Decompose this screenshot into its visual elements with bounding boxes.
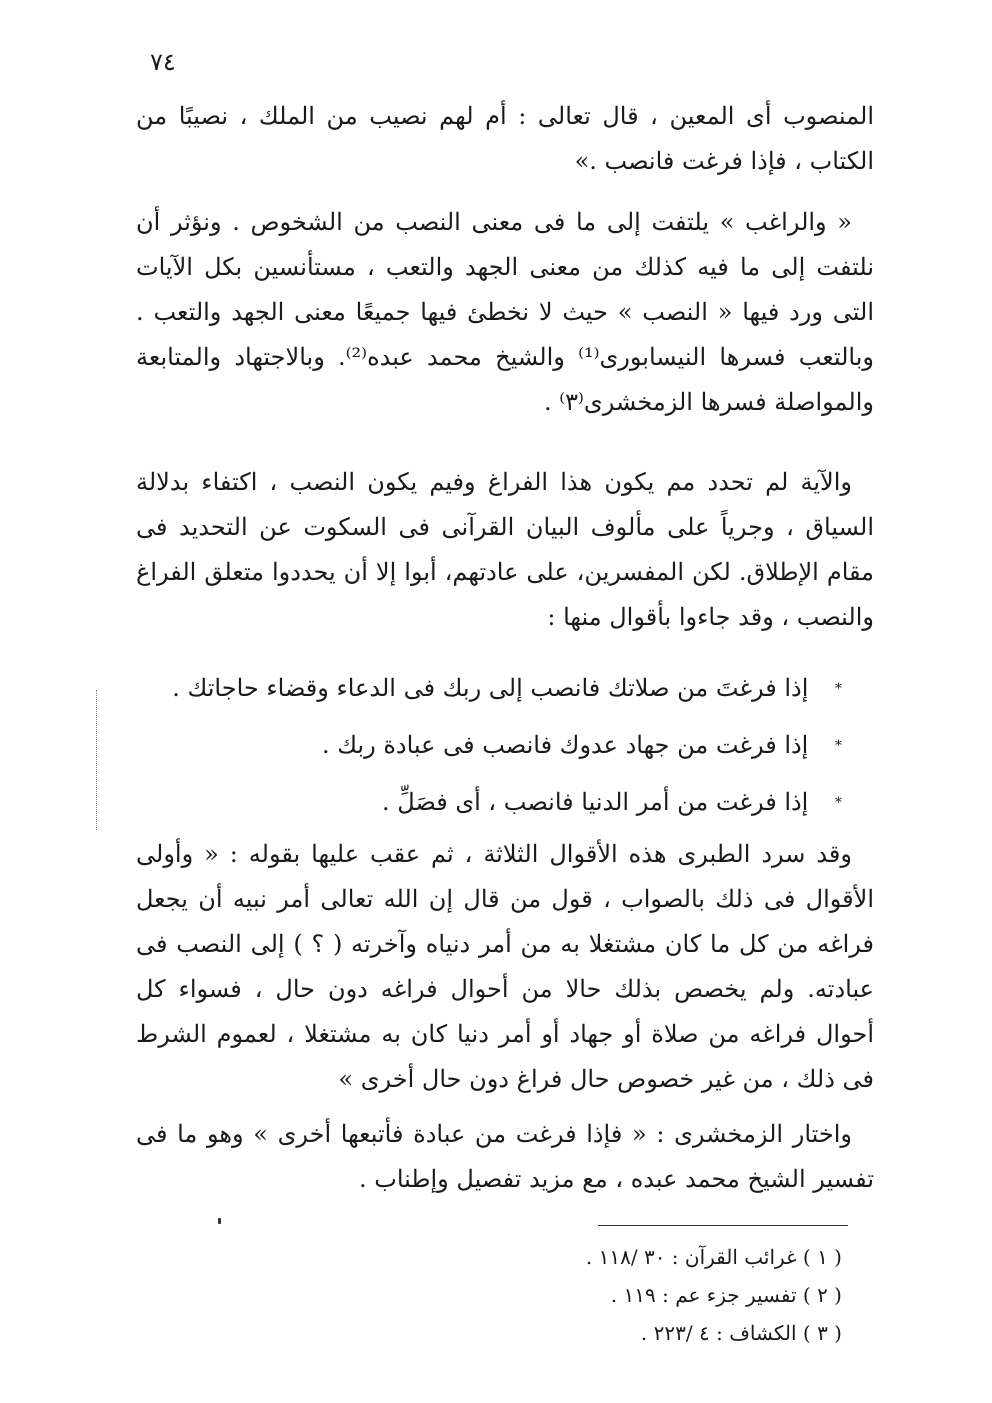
footnote-2: ( ٢ ) تفسير جزء عم : ١١٩ . [610, 1283, 842, 1307]
paragraph-text: المنصوب أى المعين ، قال تعالى : أم لهم نصيب من الملك ، نصيبًا من الكتاب ، فإذا فرغت فانصب .» [136, 102, 874, 175]
bullet-mark: * [835, 681, 842, 697]
footnote-1: ( ١ ) غرائب القرآن : ٣٠ /١١٨ . [585, 1245, 842, 1269]
list-item-text: إذا فرغتَ من صلاتك فانصب إلى ربك فى الدعاء وقضاء حاجاتك . [172, 674, 809, 702]
page-number: ٧٤ [150, 48, 176, 76]
bullet-mark: * [835, 795, 842, 811]
footnote-divider [598, 1225, 848, 1226]
paragraph-text: « والراغب » يلتفت إلى ما فى معنى النصب من الشخوص . ونؤثر أن نلتفت إلى ما فيه كذلك من معنى الجهد والتعب ، مستأنسين بكل الآيات التى ورد فيها « النصب » حيث لا نخطئ فيها جميعًا معنى الجهد والتعب . وبالتعب فسرها النيسابورى⁽¹⁾ والشيخ محمد عبده⁽²⁾. وبالاجتهاد والمتابعة والمواصلة فسرها الزمخشرى⁽٣⁾ . [136, 208, 874, 416]
footnote-3: ( ٣ ) الكشاف : ٤ /٢٢٣ . [640, 1321, 842, 1345]
footnotes [482, 1238, 842, 1352]
paragraph-text: واختار الزمخشرى : « فإذا فرغت من عبادة فأتبعها أخرى » وهو ما فى تفسير الشيخ محمد عبده ، مع مزيد تفصيل وإطناب . [136, 1120, 874, 1193]
paragraph-aya-context [136, 460, 874, 640]
paragraph-tabari [136, 832, 874, 1102]
ink-speck [218, 1218, 221, 1224]
list-item-text: إذا فرغت من جهاد عدوك فانصب فى عبادة ربك . [321, 731, 809, 759]
interpretations-list [142, 660, 842, 831]
paragraph-raghib [136, 200, 874, 425]
list-item [142, 774, 842, 831]
paragraph-zamakhshari [136, 1112, 874, 1202]
bullet-mark: * [835, 738, 842, 754]
list-item [142, 717, 842, 774]
paragraph-opening [136, 94, 874, 184]
margin-marks [96, 690, 98, 830]
list-item [142, 660, 842, 717]
paragraph-text: وقد سرد الطبرى هذه الأقوال الثلاثة ، ثم عقب عليها بقوله : « وأولى الأقوال فى ذلك بالصواب ، قول من قال إن الله تعالى أمر نبيه أن يجعل فراغه من كل ما كان مشتغلا به من أمر دنياه وآخرته ( ؟ ) إلى النصب فى عبادته. ولم يخصص بذلك حالا من أحوال فراغه دون حال ، فسواء كل أحوال فراغه من صلاة أو جهاد أو أمر دنيا كان به مشتغلا ، لعموم الشرط فى ذلك ، من غير خصوص حال فراغ دون حال أخرى » [136, 840, 874, 1093]
list-item-text: إذا فرغت من أمر الدنيا فانصب ، أى فصَلِّ . [382, 788, 809, 816]
paragraph-text: والآية لم تحدد مم يكون هذا الفراغ وفيم يكون النصب ، اكتفاء بدلالة السياق ، وجرياً على مألوف البيان القرآنى فى السكوت عن التحديد فى مقام الإطلاق. لكن المفسرين، على عادتهم، أبوا إلا أن يحددوا متعلق الفراغ والنصب ، وقد جاءوا بأقوال منها : [136, 468, 875, 631]
